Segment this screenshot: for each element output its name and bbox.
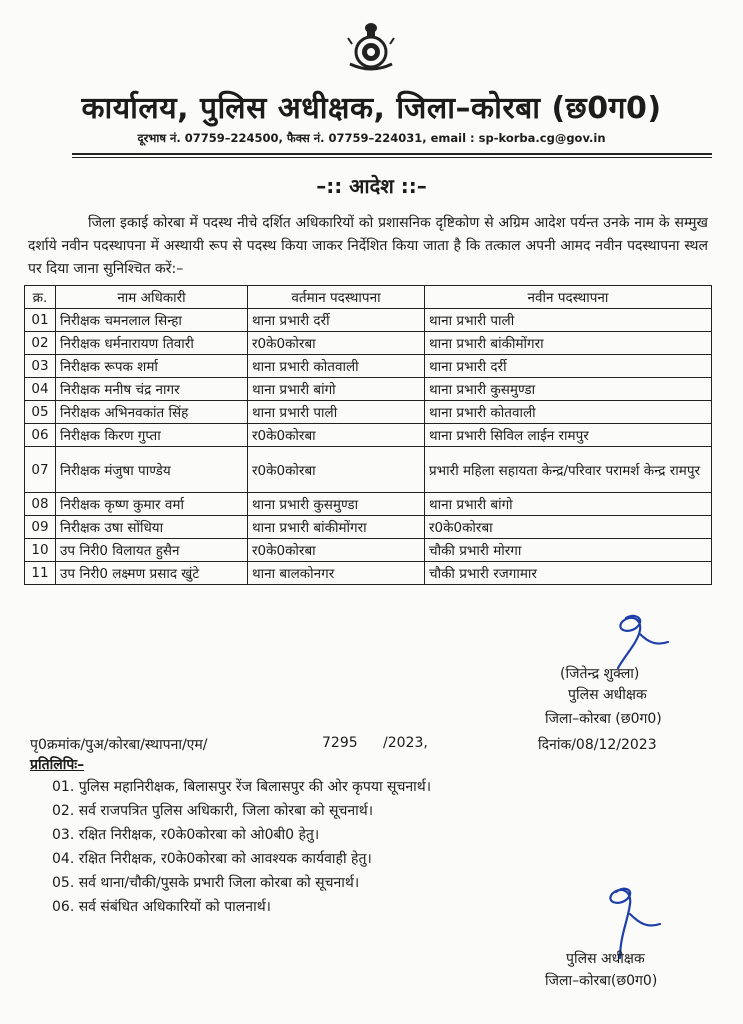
table-row xyxy=(25,539,712,562)
row-officer-name: निरीक्षक रूपक शर्मा xyxy=(56,355,248,378)
header-current-posting: वर्तमान पदस्थापना xyxy=(248,286,425,309)
row-officer-name: निरीक्षक किरण गुप्ता xyxy=(56,424,248,447)
row-officer-name: निरीक्षक अभिनवकांत सिंह xyxy=(56,401,248,424)
row-officer-name: निरीक्षक मंजुषा पाण्डेय xyxy=(56,447,248,493)
row-serial: 11 xyxy=(25,562,56,585)
police-emblem-icon xyxy=(340,20,402,72)
row-serial: 04 xyxy=(25,378,56,401)
row-new-posting: थाना प्रभारी कुसमुण्डा xyxy=(425,378,712,401)
list-item: 02. सर्व राजपत्रित पुलिस अधिकारी, जिला कोरबा को सूचनार्थ। xyxy=(52,803,374,819)
copy-list xyxy=(52,775,431,919)
row-current-posting: र0के0कोरबा xyxy=(248,332,425,355)
order-heading: –:: आदेश ::– xyxy=(316,174,427,198)
row-current-posting: थाना प्रभारी बांगो xyxy=(248,378,425,401)
reference-prefix: पृ0क्रमांक/पुअ/कोरबा/स्थापना/एम/ xyxy=(30,737,208,753)
signatory-name: (जितेन्द्र शुक्ला) xyxy=(560,666,640,682)
row-serial: 02 xyxy=(25,332,56,355)
row-serial: 01 xyxy=(25,309,56,332)
table-row xyxy=(25,378,712,401)
contact-line: दूरभाष नं. 07759–224500, फैक्स नं. 07759–224031, email : sp-korba.cg@gov.in xyxy=(137,131,606,145)
list-item: 03. रक्षित निरीक्षक, र0के0कोरबा को ओ0बी0 हेतु। xyxy=(52,827,320,843)
reference-number: 7295 xyxy=(322,735,358,751)
row-current-posting: र0के0कोरबा xyxy=(248,447,425,493)
row-current-posting: थाना प्रभारी पाली xyxy=(248,401,425,424)
row-new-posting: र0के0कोरबा xyxy=(425,516,712,539)
bottom-designation: पुलिस अधीक्षक xyxy=(566,951,645,967)
row-new-posting: थाना प्रभारी बांकीमोंगरा xyxy=(425,332,712,355)
signatory-district: जिला–कोरबा (छ0ग0) xyxy=(545,711,662,727)
header-officer-name: नाम अधिकारी xyxy=(56,286,248,309)
row-new-posting: चौकी प्रभारी रजगामार xyxy=(425,562,712,585)
bottom-district: जिला–कोरबा(छ0ग0) xyxy=(545,973,658,989)
signatory-designation: पुलिस अधीक्षक xyxy=(568,687,647,703)
table-header-row xyxy=(25,286,712,309)
row-new-posting: थाना प्रभारी सिविल लाईन रामपुर xyxy=(425,424,712,447)
intro-paragraph: जिला इकाई कोरबा में पदस्थ नीचे दर्शित अधिकारियों को प्रशासनिक दृष्टिकोण से अग्रिम आदेश पर्यन्त उनके नाम के सम्मुख दर्शाये नवीन पदस्थापना में अस्थायी रूप से पदस्थ किया जाकर निर्देशित किया जाता है कि तत्काल अपनी आमद नवीन पदस्थापना स्थल पर दिया जाना सुनिश्चित करें:– xyxy=(28,215,708,277)
row-current-posting: थाना प्रभारी बांकीमोंगरा xyxy=(248,516,425,539)
list-item: 06. सर्व संबंधित अधिकारियों को पालनार्थ। xyxy=(52,899,271,915)
row-officer-name: निरीक्षक धर्मनारायण तिवारी xyxy=(56,332,248,355)
order-date: दिनांक/08/12/2023 xyxy=(538,737,657,753)
office-title: कार्यालय, पुलिस अधीक्षक, जिला–कोरबा (छ0ग0) xyxy=(81,91,662,126)
table-row xyxy=(25,309,712,332)
header-divider xyxy=(72,153,712,155)
table-row xyxy=(25,401,712,424)
table-row xyxy=(25,516,712,539)
row-serial: 03 xyxy=(25,355,56,378)
list-item: 04. रक्षित निरीक्षक, र0के0कोरबा को आवश्यक कार्यवाही हेतु। xyxy=(52,851,372,867)
row-serial: 08 xyxy=(25,493,56,516)
header-divider-thin xyxy=(72,157,712,158)
list-item: 05. सर्व थाना/चौकी/पुसके प्रभारी जिला कोरबा को सूचनार्थ। xyxy=(52,875,360,891)
row-serial: 05 xyxy=(25,401,56,424)
row-new-posting: थाना प्रभारी कोतवाली xyxy=(425,401,712,424)
row-serial: 06 xyxy=(25,424,56,447)
list-item: 01. पुलिस महानिरीक्षक, बिलासपुर रेंज बिलासपुर की ओर कृपया सूचनार्थ। xyxy=(52,779,432,795)
row-new-posting: प्रभारी महिला सहायता केन्द्र/परिवार परामर्श केन्द्र रामपुर xyxy=(425,447,712,493)
table-row xyxy=(25,424,712,447)
row-new-posting: चौकी प्रभारी मोरगा xyxy=(425,539,712,562)
table-row xyxy=(25,355,712,378)
copy-heading: प्रतिलिपिः– xyxy=(30,757,85,773)
row-current-posting: थाना प्रभारी दर्री xyxy=(248,309,425,332)
row-serial: 09 xyxy=(25,516,56,539)
row-officer-name: निरीक्षक चमनलाल सिन्हा xyxy=(56,309,248,332)
row-current-posting: थाना प्रभारी कोतवाली xyxy=(248,355,425,378)
row-current-posting: थाना बालकोनगर xyxy=(248,562,425,585)
row-officer-name: निरीक्षक उषा सोंधिया xyxy=(56,516,248,539)
table-row xyxy=(25,562,712,585)
posting-table xyxy=(24,285,712,585)
header-new-posting: नवीन पदस्थापना xyxy=(425,286,712,309)
row-new-posting: थाना प्रभारी दर्री xyxy=(425,355,712,378)
table-row xyxy=(25,332,712,355)
row-current-posting: थाना प्रभारी कुसमुण्डा xyxy=(248,493,425,516)
row-officer-name: उप निरी0 लक्ष्मण प्रसाद खुंटे xyxy=(56,562,248,585)
table-row xyxy=(25,447,712,493)
row-serial: 07 xyxy=(25,447,56,493)
row-officer-name: निरीक्षक कृष्ण कुमार वर्मा xyxy=(56,493,248,516)
row-new-posting: थाना प्रभारी पाली xyxy=(425,309,712,332)
row-officer-name: उप निरी0 विलायत हुसैन xyxy=(56,539,248,562)
reference-year: /2023, xyxy=(383,735,428,751)
row-new-posting: थाना प्रभारी बांगो xyxy=(425,493,712,516)
table-row xyxy=(25,493,712,516)
row-serial: 10 xyxy=(25,539,56,562)
header-serial: क्र. xyxy=(25,286,56,309)
row-current-posting: र0के0कोरबा xyxy=(248,539,425,562)
row-officer-name: निरीक्षक मनीष चंद्र नागर xyxy=(56,378,248,401)
row-current-posting: र0के0कोरबा xyxy=(248,424,425,447)
